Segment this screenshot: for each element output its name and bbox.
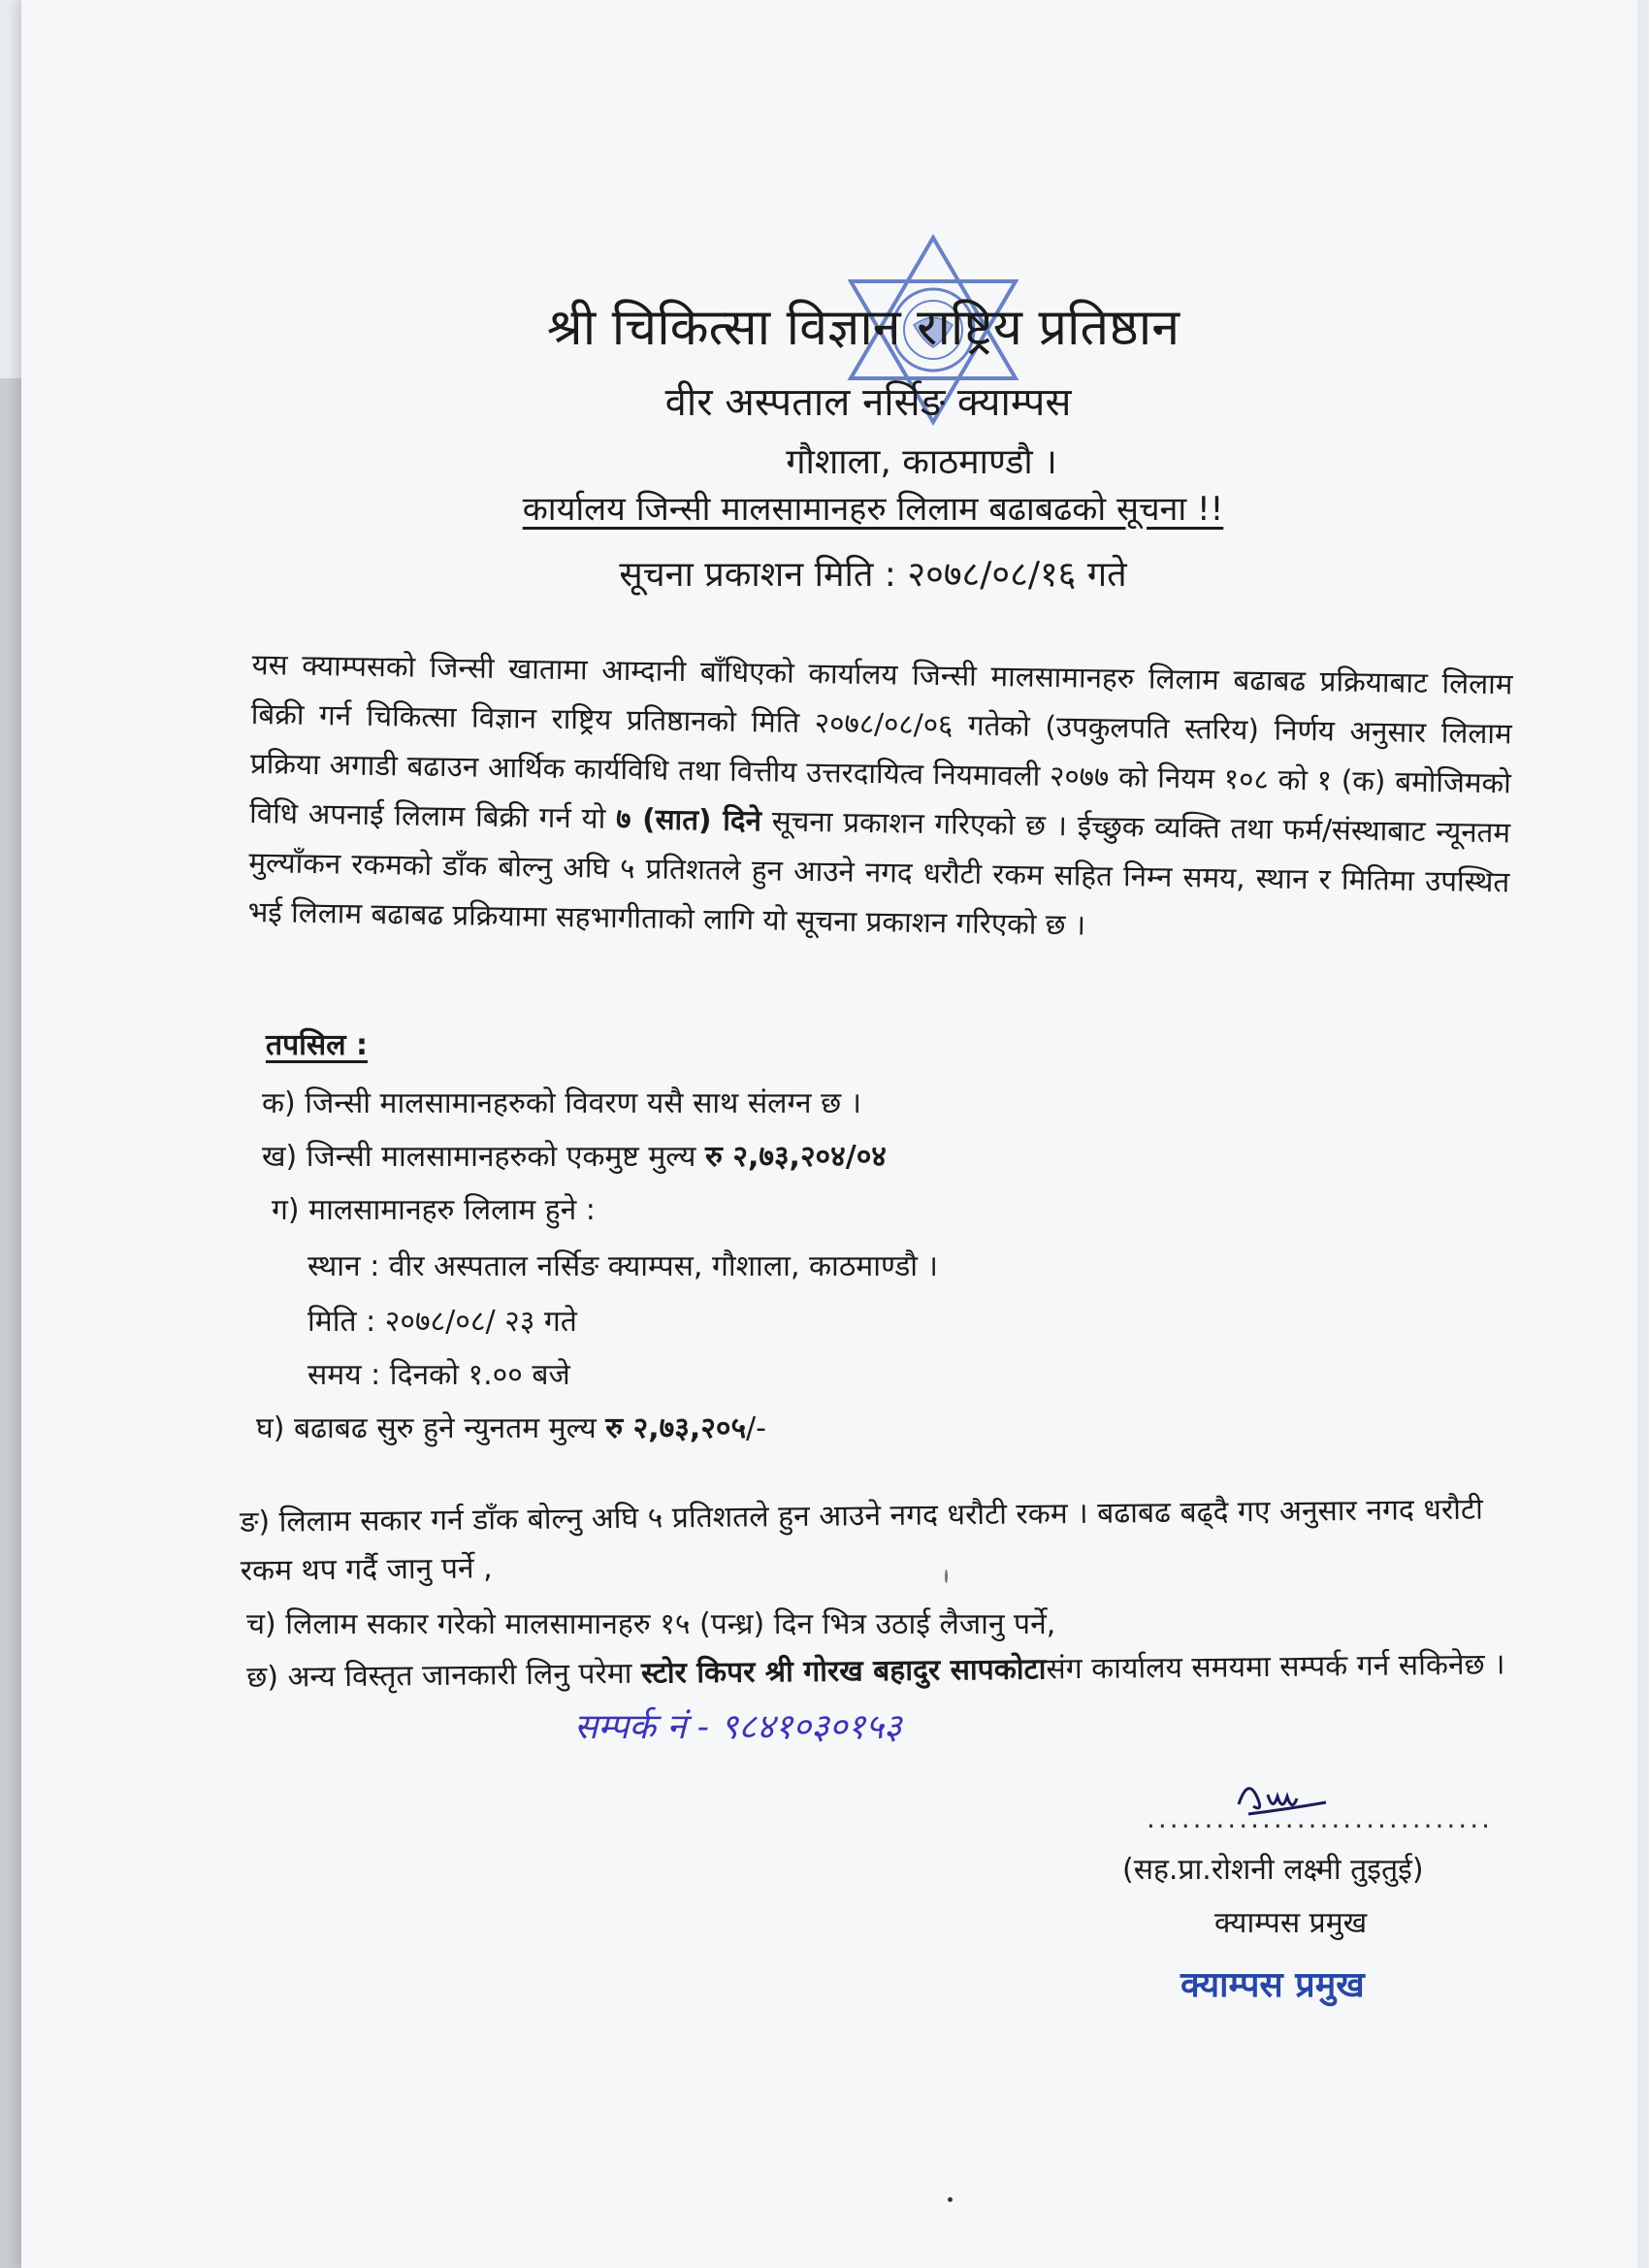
item-kha-amount: रु २,७३,२०४/०४	[704, 1140, 887, 1174]
store-keeper-name: स्टोर किपर श्री गोरख बहादुर सापकोटा	[640, 1652, 1047, 1691]
campus-name: वीर अस्पताल नर्सिङ क्याम्पस	[664, 380, 1072, 425]
scan-speck	[948, 2197, 953, 2202]
item-cha: च) लिलाम सकार गरेको मालसामानहरु १५ (पन्ध्र) दिन भित्र उठाई लैजानु पर्ने,	[246, 1607, 1056, 1641]
scan-edge	[0, 378, 21, 2268]
notice-title	[21, 485, 1637, 530]
paragraph-bold-days: ७ (सात) दिने	[615, 801, 762, 838]
auction-time: समय : दिनको १.०० बजे	[307, 1358, 570, 1392]
item-chha-text-1: छ) अन्य विस्तृत जानकारी लिनु परेमा	[246, 1656, 632, 1695]
notice-title-text: कार्यालय जिन्सी मालसामानहरु लिलाम बढाबढको सूचना !!	[522, 490, 1224, 529]
campus-address: गौशाला, काठमाण्डौ ।	[786, 442, 1057, 482]
item-gha-amount: रु २,७३,२०५	[605, 1411, 747, 1445]
institution-name: श्री चिकित्सा विज्ञान राष्ट्रिय प्रतिष्ठान	[546, 299, 1180, 357]
notice-page	[21, 0, 1637, 2268]
handwritten-contact-text: सम्पर्क नं - ९८४१०३०१५३	[574, 1707, 902, 1747]
item-chha-text-2: संग कार्यालय समयमा सम्पर्क गर्न सकिनेछ ।	[1046, 1647, 1505, 1687]
item-gha-suffix: /-	[746, 1411, 766, 1445]
item-nga: ङ) लिलाम सकार गर्न डाँक बोल्नु अघि ५ प्रतिशतले हुन आउने नगद धरौटी रकम । बढाबढ बढ्दै गए अनुसार नगद धरौटी रकम थप गर्दै जानु पर्ने ,	[240, 1492, 1483, 1588]
signatory-title: क्याम्पस प्रमुख	[1214, 1906, 1368, 1940]
item-kha	[262, 1135, 887, 1175]
item-ka: क) जिन्सी मालसामानहरुको विवरण यसै साथ संलग्न छ ।	[262, 1086, 862, 1120]
signatory-name: (सह.प्रा.रोशनी लक्ष्मी तुइतुई)	[1122, 1853, 1424, 1887]
signature-line: ..............................	[1147, 1802, 1494, 1834]
item-gha	[256, 1407, 766, 1446]
paragraph-part-1: यस क्याम्पसको जिन्सी खातामा आम्दानी बाँधिएको कार्यालय जिन्सी मालसामानहरु लिलाम बढाबढ प्रक्रियाबाट लिलाम बिक्री गर्न चिकित्सा विज्ञान राष्ट्रिय प्रतिष्ठानको मिति २०७८/०८/०६ गतेको (उपकुलपति स्तरिय) निर्णय अनुसार लिलाम प्रक्रिया अगाडी बढाउन आर्थिक कार्यविधि तथा वित्तीय उत्तरदायित्व नियमावली २०७७ को नियम १०८ को १ (क) बमोजिमको विधि अपनाई लिलाम बिक्री गर्न यो	[248, 647, 1513, 835]
auction-place: स्थान : वीर अस्पताल नर्सिङ क्याम्पस, गौशाला, काठमाण्डौ ।	[307, 1249, 938, 1283]
item-gha-text: घ) बढाबढ सुरु हुने न्युनतम मुल्य	[256, 1411, 597, 1445]
item-kha-text: ख) जिन्सी मालसामानहरुको एकमुष्ट मुल्य	[262, 1140, 696, 1174]
publish-date: सूचना प्रकाशन मिति : २०७८/०८/१६ गते	[619, 555, 1127, 595]
handwritten-contact	[569, 1688, 1074, 1766]
item-ga: ग) मालसामानहरु लिलाम हुने :	[272, 1193, 596, 1227]
notice-paragraph	[247, 640, 1513, 956]
scan-speck	[945, 1570, 948, 1583]
official-stamp: क्याम्पस प्रमुख	[1180, 1965, 1365, 2005]
auction-date: मिति : २०७८/०८/ २३ गते	[307, 1305, 577, 1339]
paragraph-part-2: सूचना प्रकाशन गरिएको छ । ईच्छुक व्यक्ति तथा फर्म/संस्थाबाट न्यूनतम मुल्याँकन रकमको डाँक बोल्नु अघि ५ प्रतिशतले हुन आउने नगद धरौटी रकम सहित निम्न समय, स्थान र मितिमा उपस्थित भई लिलाम बढाबढ प्रक्रियामा सहभागीताको लागि यो सूचना प्रकाशन गरिएको छ ।	[247, 804, 1511, 942]
tapasil-heading: तपसिल :	[266, 1028, 368, 1062]
